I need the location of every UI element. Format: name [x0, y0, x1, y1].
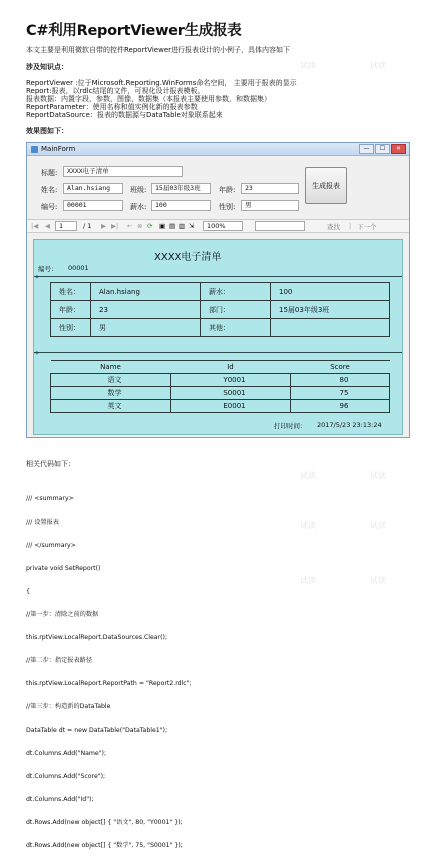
- info-value: 23: [91, 301, 201, 319]
- page-count: / 1: [83, 222, 92, 230]
- code-line: dt.Columns.Add("Id");: [26, 795, 94, 803]
- table-cell: 80: [291, 374, 390, 387]
- separator: |: [349, 222, 352, 230]
- report-id-value: 00001: [68, 264, 89, 272]
- class-input[interactable]: 15届03年级3班: [151, 183, 211, 194]
- table-row: [51, 374, 390, 387]
- report-canvas: [33, 239, 403, 435]
- prev-page-icon[interactable]: ◀: [45, 222, 50, 230]
- table-row: [51, 400, 390, 413]
- title-input[interactable]: XXXX电子清单: [63, 166, 183, 177]
- mainform-window: [26, 142, 410, 438]
- watermark: 试读: [370, 471, 386, 480]
- code-line: this.rptView.LocalReport.DataSources.Clear();: [26, 634, 168, 642]
- minimize-button[interactable]: —: [359, 144, 374, 154]
- watermark: 试读: [300, 576, 316, 585]
- table-cell: 英文: [51, 400, 171, 413]
- code-line: dt.Rows.Add(new object[] { "语文", 80, "Y0001" });: [26, 818, 183, 826]
- id-label: 编号:: [41, 203, 58, 211]
- report-id-label: 编号：: [38, 265, 58, 273]
- first-page-icon[interactable]: |◀: [31, 222, 39, 230]
- code-line: //第二步：指定报表路径: [26, 657, 93, 665]
- name-label: 姓名:: [41, 186, 58, 194]
- info-value: 100: [271, 283, 390, 301]
- info-label: 其他：: [201, 319, 271, 337]
- back-icon[interactable]: ←: [127, 222, 133, 230]
- title-label: 标题:: [41, 169, 58, 177]
- code-line: {: [26, 587, 30, 595]
- point-item: 报表数据：内置字段，参数，图像，数据集（本报表主要使用参数，和数据集）: [26, 95, 271, 103]
- table-cell: 75: [291, 387, 390, 400]
- table-cell: 语文: [51, 374, 171, 387]
- table-cell: 数学: [51, 387, 171, 400]
- watermark: 试读: [370, 61, 386, 70]
- code-line: //第一步：清除之前的数据: [26, 610, 99, 618]
- find-next-link[interactable]: 下一个: [357, 223, 377, 231]
- report-toolbar: [27, 219, 409, 233]
- print-time-value: 2017/5/23 23:13:24: [317, 421, 382, 429]
- code-line: dt.Columns.Add("Score");: [26, 772, 106, 780]
- salary-label: 薪水:: [130, 203, 147, 211]
- point-item: Report:报表，以rdlc结尾的文件，可视化设计报表模板。: [26, 87, 205, 95]
- divider: [34, 276, 402, 277]
- age-label: 年龄:: [219, 186, 236, 194]
- gender-input[interactable]: 男: [241, 200, 299, 211]
- point-item: ReportViewer :位于Microsoft.Reporting.WinForms命名空间， 主要用于报表的显示: [26, 79, 297, 87]
- effect-heading: 效果图如下：: [26, 127, 68, 135]
- info-value: 男: [91, 319, 201, 337]
- table-cell: E0001: [171, 400, 291, 413]
- page-input[interactable]: 1: [55, 221, 77, 231]
- close-button[interactable]: ✕: [391, 144, 406, 154]
- stop-icon[interactable]: ⊗: [137, 222, 143, 230]
- table-cell: Y0001: [171, 374, 291, 387]
- watermark: 试读: [300, 61, 316, 70]
- print-time-label: 打印时间：: [274, 422, 307, 430]
- info-value: Alan.hsiang: [91, 283, 201, 301]
- info-label: 部门：: [201, 301, 271, 319]
- watermark: 试读: [300, 471, 316, 480]
- info-label: 性别：: [51, 319, 91, 337]
- last-page-icon[interactable]: ▶|: [111, 222, 119, 230]
- code-block: [26, 480, 192, 865]
- code-line: dt.Rows.Add(new object[] { "数学", 75, "S0001" });: [26, 842, 183, 850]
- refresh-icon[interactable]: ⟳: [147, 222, 153, 230]
- code-line: dt.Columns.Add("Name");: [26, 749, 107, 757]
- print-icon[interactable]: ▣: [159, 222, 166, 230]
- window-titlebar: [27, 143, 409, 156]
- find-link[interactable]: 查找: [327, 223, 340, 231]
- info-value: [271, 319, 390, 337]
- column-header: Score: [291, 361, 390, 374]
- age-input[interactable]: 23: [241, 183, 299, 194]
- table-cell: S0001: [171, 387, 291, 400]
- generate-report-button[interactable]: 生成报表: [305, 167, 347, 204]
- code-line: //第三步：构造新的DataTable: [26, 703, 111, 711]
- table-row: [51, 387, 390, 400]
- section-marker-icon: ◈: [35, 274, 39, 280]
- page-setup-icon[interactable]: ▥: [179, 222, 186, 230]
- watermark: 试读: [370, 576, 386, 585]
- code-heading: 相关代码如下：: [26, 460, 75, 468]
- print-layout-icon[interactable]: ▤: [169, 222, 176, 230]
- report-title: XXXX电子清单: [154, 252, 222, 263]
- next-page-icon[interactable]: ▶: [101, 222, 106, 230]
- code-line: DataTable dt = new DataTable("DataTable1");: [26, 726, 168, 734]
- code-line: /// <summary>: [26, 495, 74, 503]
- maximize-button[interactable]: ☐: [375, 144, 390, 154]
- table-header-row: [51, 361, 390, 374]
- find-input[interactable]: [255, 221, 305, 231]
- page-title: C#利用ReportViewer生成报表: [26, 23, 242, 39]
- info-table: [50, 282, 390, 337]
- score-table: [50, 360, 390, 413]
- divider: [34, 352, 402, 353]
- info-label: 姓名：: [51, 283, 91, 301]
- code-line: this.rptView.LocalReport.ReportPath = "Report2.rdlc";: [26, 680, 192, 688]
- section-marker-icon: ◈: [35, 350, 39, 356]
- id-input[interactable]: 00001: [63, 200, 123, 211]
- section-heading: 涉及知识点：: [26, 63, 68, 71]
- info-label: 薪水：: [201, 283, 271, 301]
- table-row: [51, 283, 390, 301]
- watermark: 试读: [300, 521, 316, 530]
- salary-input[interactable]: 100: [151, 200, 211, 211]
- code-line: /// </summary>: [26, 541, 76, 549]
- watermark: 试读: [370, 521, 386, 530]
- column-header: Id: [171, 361, 291, 374]
- code-line: private void SetReport(): [26, 564, 101, 572]
- intro-text: 本文主要是利用微软自带的控件ReportViewer进行报表设计的小例子，具体内容如下: [26, 46, 290, 54]
- name-input[interactable]: Alan.hsiang: [63, 183, 123, 194]
- zoom-select[interactable]: 100%: [203, 221, 243, 231]
- column-header: Name: [51, 361, 171, 374]
- info-label: 年龄：: [51, 301, 91, 319]
- table-row: [51, 319, 390, 337]
- table-row: [51, 301, 390, 319]
- export-icon[interactable]: ⇲: [189, 222, 195, 230]
- class-label: 班级:: [130, 186, 147, 194]
- point-item: ReportDataSource：报表的数据源与DataTable对象联系起来: [26, 111, 223, 119]
- point-item: ReportParameter：使用名称和值实例化新的报表参数: [26, 103, 198, 111]
- window-title: MainForm: [41, 145, 76, 153]
- gender-label: 性别:: [219, 203, 236, 211]
- table-cell: 96: [291, 400, 390, 413]
- app-icon: [31, 146, 38, 153]
- code-line: /// 设置报表: [26, 518, 59, 526]
- info-value: 15届03年级3班: [271, 301, 390, 319]
